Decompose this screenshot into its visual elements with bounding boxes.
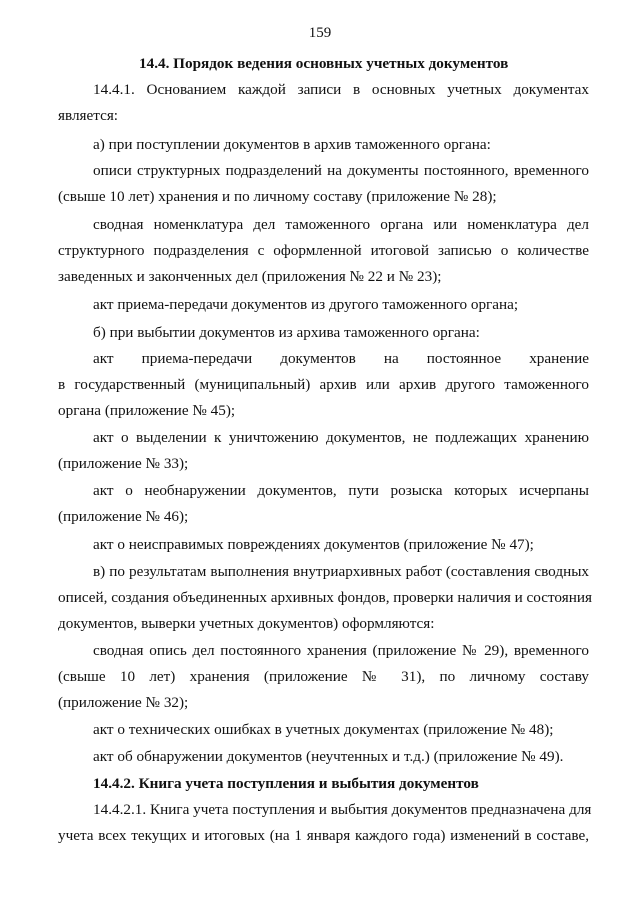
paragraph-line: документов, выверки учетных документов) оформляются: bbox=[58, 615, 435, 632]
paragraph-line: б) при выбытии документов из архива таможенного органа: bbox=[93, 324, 480, 341]
paragraph-line: а) при поступлении документов в архив таможенного органа: bbox=[93, 136, 491, 153]
section-heading: 14.4. Порядок ведения основных учетных документов bbox=[139, 55, 509, 72]
paragraph-line: сводная опись дел постоянного хранения (приложение № 29), временного bbox=[93, 642, 589, 659]
paragraph-line: 14.4.1. Основанием каждой записи в основных учетных документах bbox=[93, 81, 589, 98]
paragraph-line: структурного подразделения с оформленной итоговой записью о количестве bbox=[58, 242, 589, 259]
paragraph-line: в государственный (муниципальный) архив или архив другого таможенного bbox=[58, 376, 589, 393]
paragraph-line: в) по результатам выполнения внутриархивных работ (составления сводных bbox=[93, 563, 589, 580]
paragraph-line: акт о необнаружении документов, пути розыска которых исчерпаны bbox=[93, 482, 589, 499]
paragraph-line: описи структурных подразделений на документы постоянного, временного bbox=[93, 162, 589, 179]
subsection-heading: 14.4.2. Книга учета поступления и выбытия документов bbox=[93, 775, 479, 792]
paragraph-line: сводная номенклатура дел таможенного органа или номенклатура дел bbox=[93, 216, 589, 233]
paragraph-line: учета всех текущих и итоговых (на 1 января каждого года) изменений в составе, bbox=[58, 827, 589, 844]
paragraph-line: 14.4.2.1. Книга учета поступления и выбытия документов предназначена для bbox=[93, 801, 592, 818]
page-number: 159 bbox=[308, 25, 332, 41]
paragraph-line: заведенных и законченных дел (приложения № 22 и № 23); bbox=[58, 268, 442, 285]
paragraph-line: органа (приложение № 45); bbox=[58, 402, 236, 419]
paragraph-line: (приложение № 33); bbox=[58, 455, 189, 472]
paragraph-line: (приложение № 46); bbox=[58, 508, 189, 525]
paragraph-line: акт о неисправимых повреждениях документов (приложение № 47); bbox=[93, 536, 534, 553]
paragraph-line: описей, создания объединенных архивных фондов, проверки наличия и состояния bbox=[58, 589, 592, 606]
paragraph-line: акт приема-передачи документов из другого таможенного органа; bbox=[93, 296, 519, 313]
paragraph-line: акт о технических ошибках в учетных документах (приложение № 48); bbox=[93, 721, 554, 738]
paragraph-line: акт приема-передачи документов на постоянное хранение bbox=[93, 350, 589, 367]
paragraph-line: акт об обнаружении документов (неучтенных и т.д.) (приложение № 49). bbox=[93, 748, 564, 765]
paragraph-line: (свыше 10 лет) хранения и по личному составу (приложение № 28); bbox=[58, 188, 497, 205]
paragraph-line: (свыше 10 лет) хранения (приложение № 31), по личному составу bbox=[58, 668, 589, 685]
paragraph-line: акт о выделении к уничтожению документов, не подлежащих хранению bbox=[93, 429, 589, 446]
paragraph-line: (приложение № 32); bbox=[58, 694, 189, 711]
paragraph-line: является: bbox=[58, 107, 119, 124]
